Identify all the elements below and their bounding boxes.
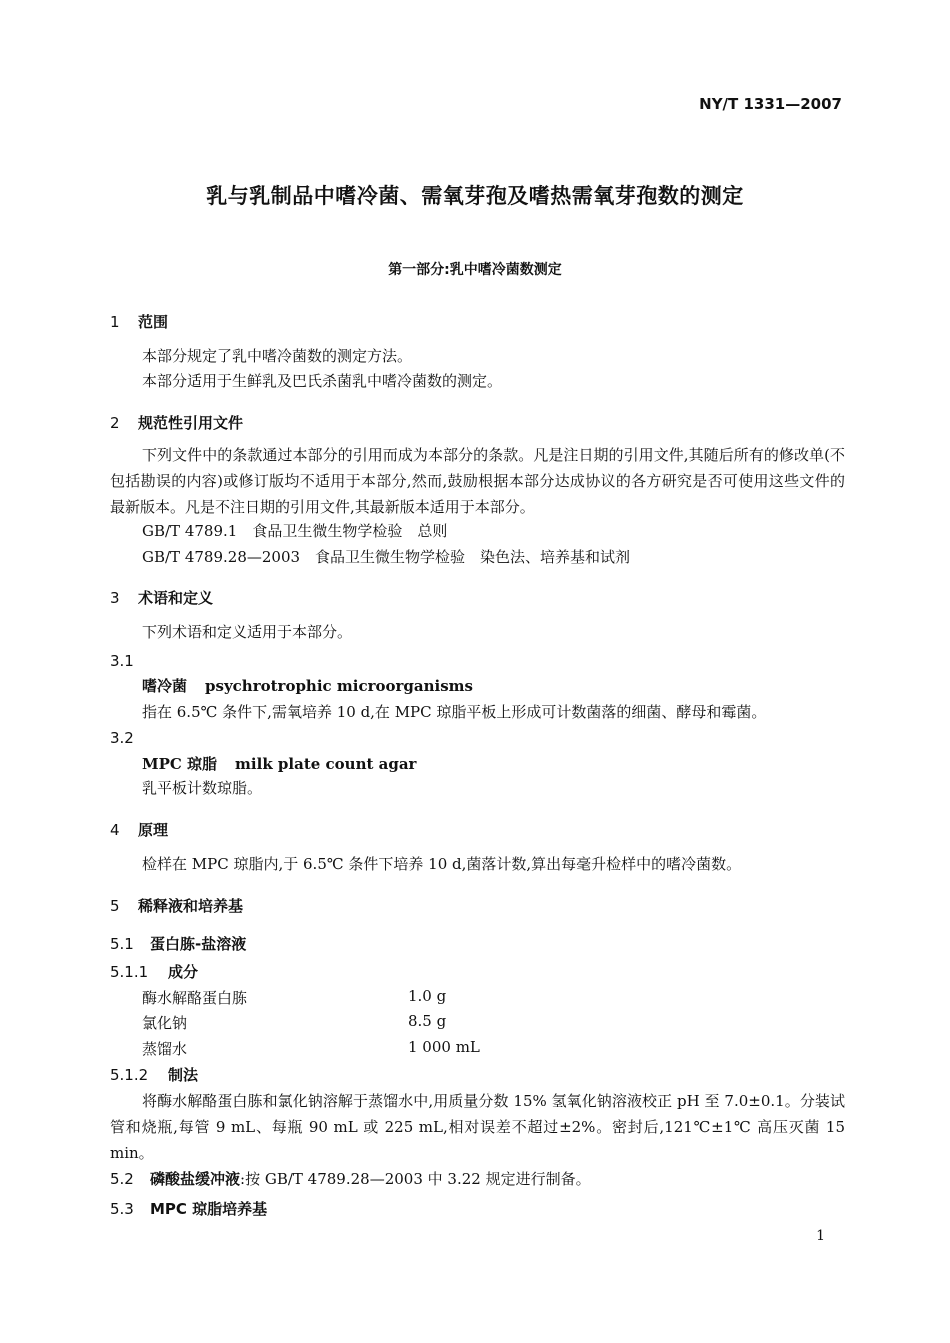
section-5-3-heading	[110, 1198, 267, 1219]
subsection-title: 磷酸盐缓冲液	[150, 1170, 241, 1188]
section-1-heading	[110, 311, 168, 332]
section-5-1-2-heading	[110, 1064, 198, 1085]
term-3-1-heading	[142, 673, 473, 699]
section-4-heading	[110, 819, 168, 840]
ingredient-name: 蒸馏水	[142, 1040, 188, 1058]
ingredient-amount: 8.5 g	[408, 1012, 447, 1030]
section-5-heading	[110, 895, 243, 916]
section-number: 2	[110, 414, 120, 432]
term-chinese: 嗜冷菌	[142, 677, 188, 695]
scope-paragraph-2: 本部分适用于生鲜乳及巴氏杀菌乳中嗜冷菌数的测定。	[142, 372, 503, 390]
document-title: 乳与乳制品中嗜冷菌、需氧芽孢及嗜热需氧芽孢数的测定	[206, 184, 744, 208]
section-2-heading	[110, 412, 243, 433]
section-number: 1	[110, 313, 120, 331]
section-title: 原理	[138, 821, 169, 839]
section-number: 4	[110, 821, 120, 839]
terms-intro: 下列术语和定义适用于本部分。	[142, 623, 353, 641]
subsection-number: 5.1	[110, 935, 134, 953]
section-5-2-heading	[110, 1168, 591, 1189]
section-title: 范围	[138, 313, 169, 331]
term-3-1-definition: 指在 6.5℃ 条件下,需氧培养 10 d,在 MPC 琼脂平板上形成可计数菌落的细菌、酵母和霉菌。	[142, 703, 767, 721]
preparation-paragraph: 将酶水解酪蛋白胨和氯化钠溶解于蒸馏水中,用质量分数 15% 氢氧化钠溶液校正 pH 至 7.0±0.1。分装试管和烧瓶,每管 9 mL、每瓶 90 mL 或 225 mL,相对误差不超过±2%。密封后,121℃±1℃ 高压灭菌 15 min。	[110, 1092, 845, 1162]
subsection-text: :按 GB/T 4789.28—2003 中 3.22 规定进行制备。	[240, 1170, 591, 1188]
standard-number: NY/T 1331—2007	[699, 95, 842, 113]
section-5-1-1-heading	[110, 961, 198, 982]
term-english: milk plate count agar	[235, 755, 417, 773]
term-3-1-number: 3.1	[110, 652, 134, 670]
principle-paragraph: 检样在 MPC 琼脂内,于 6.5℃ 条件下培养 10 d,菌落计数,算出每毫升检样中的嗜冷菌数。	[142, 855, 742, 873]
subsection-title: 蛋白胨-盐溶液	[150, 935, 247, 953]
section-title: 规范性引用文件	[138, 414, 244, 432]
section-5-1-heading	[110, 933, 246, 954]
term-english: psychrotrophic microorganisms	[205, 677, 473, 695]
term-chinese: MPC 琼脂	[142, 755, 218, 773]
ingredient-name: 酶水解酪蛋白胨	[142, 989, 248, 1007]
section-title: 稀释液和培养基	[138, 897, 244, 915]
subsection-number: 5.2	[110, 1170, 134, 1188]
section-title: 术语和定义	[138, 589, 214, 607]
reference-item-1: GB/T 4789.1 食品卫生微生物学检验 总则	[142, 522, 448, 540]
part-subtitle: 第一部分:乳中嗜冷菌数测定	[388, 262, 562, 278]
subsection-number: 5.3	[110, 1200, 134, 1218]
section-number: 5	[110, 897, 120, 915]
term-3-2-number: 3.2	[110, 729, 134, 747]
page-number: 1	[816, 1228, 825, 1244]
normative-references-paragraph: 下列文件中的条款通过本部分的引用而成为本部分的条款。凡是注日期的引用文件,其随后所有的修改单(不包括勘误的内容)或修订版均不适用于本部分,然而,鼓励根据本部分达成协议的各方研究是否可使用这些文件的最新版本。凡是不注日期的引用文件,其最新版本适用于本部分。	[110, 446, 845, 516]
section-number: 3	[110, 589, 120, 607]
ingredient-name: 氯化钠	[142, 1014, 188, 1032]
term-3-2-definition: 乳平板计数琼脂。	[142, 779, 263, 797]
subsection-title: MPC 琼脂培养基	[150, 1200, 268, 1218]
scope-paragraph-1: 本部分规定了乳中嗜冷菌数的测定方法。	[142, 347, 413, 365]
section-3-heading	[110, 587, 213, 608]
subsection-number: 5.1.1	[110, 963, 149, 981]
subsection-title: 制法	[168, 1066, 199, 1084]
reference-item-2: GB/T 4789.28—2003 食品卫生微生物学检验 染色法、培养基和试剂	[142, 548, 631, 566]
ingredient-amount: 1 000 mL	[408, 1038, 480, 1056]
term-3-2-heading	[142, 751, 416, 777]
subsection-title: 成分	[168, 963, 199, 981]
ingredient-amount: 1.0 g	[408, 987, 447, 1005]
subsection-number: 5.1.2	[110, 1066, 149, 1084]
